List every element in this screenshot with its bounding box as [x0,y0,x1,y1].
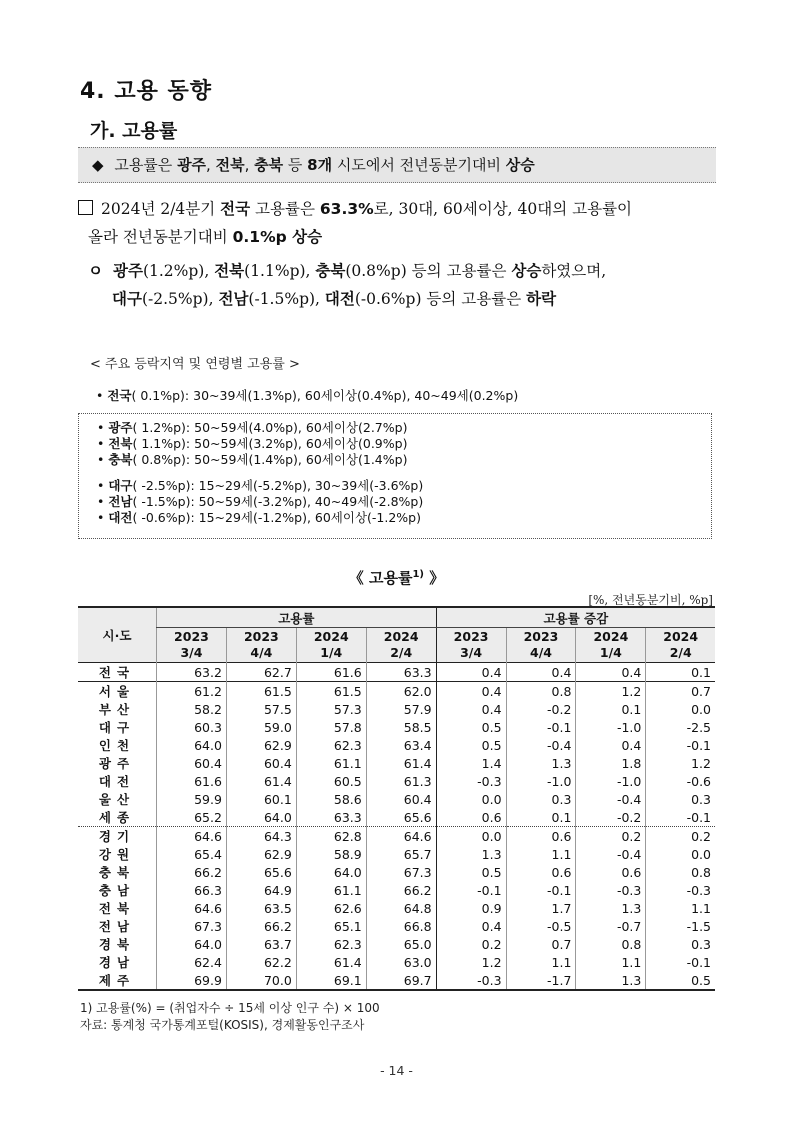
summary-text: 등 [283,156,308,174]
value-cell: -0.4 [576,845,646,863]
value-cell: -1.7 [506,971,576,990]
value-cell: 64.0 [226,808,296,827]
para-text: 로, 30대, 60세이상, 40대의 고용률이 [373,200,633,218]
detail-text: ( -0.6%p): 15~29세(-1.2%p), 60세이상(-1.2%p) [132,510,421,525]
value-cell: 1.3 [506,754,576,772]
table-row [78,790,715,808]
value-cell: 63.3 [366,663,436,682]
para-bold: 전북 [214,262,245,280]
regional-detail-box [78,413,712,539]
value-cell: 57.5 [226,700,296,718]
value-cell: 61.2 [157,682,227,701]
value-cell: 63.5 [226,899,296,917]
detail-line: • 대전( -0.6%p): 15~29세(-1.2%p), 60세이상(-1.2%p) [97,510,421,525]
value-cell: 1.1 [506,953,576,971]
value-cell: 60.4 [226,754,296,772]
value-cell: 1.3 [576,899,646,917]
value-cell: 58.9 [296,845,366,863]
value-cell: 0.2 [436,935,506,953]
region-cell: 경북 [98,937,136,952]
value-cell: 64.0 [296,863,366,881]
summary-count: 8개 [307,156,333,174]
value-cell: 63.4 [366,736,436,754]
summary-result: 상승 [505,156,535,174]
para-text: 2024년 2/4분기 [101,200,221,218]
value-cell: 0.4 [436,682,506,701]
value-cell: 69.1 [296,971,366,990]
para-bold: 전국 [220,200,251,218]
value-cell: -0.3 [576,881,646,899]
value-cell: 57.9 [366,700,436,718]
para-bold: 63.3% [319,200,374,218]
detail-title: < 주요 등락지역 및 연령별 고용률 > [90,357,300,372]
value-cell: -2.5 [646,718,715,736]
value-cell: 64.6 [157,899,227,917]
detail-region: 전북 [108,436,133,451]
value-cell: 0.7 [646,682,715,701]
para-text: 하였으며, [541,262,607,280]
value-cell: 62.9 [226,845,296,863]
table-row [78,808,715,827]
para-text: (1.2%p), [142,262,215,280]
region-cell: 대구 [98,720,136,735]
value-cell: 0.2 [576,827,646,846]
value-cell: 0.2 [646,827,715,846]
value-cell: 0.7 [506,935,576,953]
para-text: 고용률은 [250,200,320,218]
value-cell: -0.3 [646,881,715,899]
value-cell: 0.1 [646,663,715,682]
circle-bullet-icon: ㅇ [88,262,103,280]
value-cell: 62.0 [366,682,436,701]
footnote-formula: 1) 고용률(%) = (취업자수 ÷ 15세 이상 인구 수) × 100 [80,1001,380,1015]
value-cell: 0.6 [576,863,646,881]
value-cell: 0.0 [646,700,715,718]
value-cell: 60.5 [296,772,366,790]
value-cell: 0.8 [506,682,576,701]
value-cell: 60.3 [157,718,227,736]
detail-region: 대구 [108,478,133,493]
diamond-bullet-icon: ◆ [92,156,104,174]
summary-region: 충북 [254,156,284,174]
table-row [78,682,715,701]
value-cell: 61.6 [157,772,227,790]
value-cell: 62.9 [226,736,296,754]
value-cell: 0.0 [646,845,715,863]
value-cell: 65.4 [157,845,227,863]
summary-text: 시도에서 전년동분기대비 [332,156,506,174]
value-cell: -0.2 [506,700,576,718]
value-cell: 63.2 [157,663,227,682]
table-row [78,663,715,682]
value-cell: 61.3 [366,772,436,790]
value-cell: 62.7 [226,663,296,682]
table-row [78,881,715,899]
value-cell: 1.4 [436,754,506,772]
page-number: - 14 - [380,1063,413,1078]
value-cell: 57.3 [296,700,366,718]
value-cell: 0.4 [436,700,506,718]
footnote-source: 자료: 통계청 국가통계포털(KOSIS), 경제활동인구조사 [80,1018,365,1032]
value-cell: 0.3 [646,790,715,808]
para-bold: 전남 [218,290,249,308]
para-bold: 대구 [112,290,142,308]
value-cell: -0.1 [646,736,715,754]
value-cell: 0.5 [436,863,506,881]
value-cell: 1.7 [506,899,576,917]
region-cell: 경남 [98,955,136,970]
detail-region: 충북 [108,452,133,467]
value-cell: -1.5 [646,917,715,935]
value-cell: 0.6 [506,827,576,846]
value-cell: 0.1 [576,700,646,718]
value-cell: -1.0 [576,718,646,736]
para-bold: 광주 [112,262,143,280]
table-row [78,863,715,881]
region-cell: 충북 [98,865,136,880]
region-cell: 서울 [78,682,157,701]
value-cell: -0.4 [576,790,646,808]
value-cell: -0.5 [506,917,576,935]
corner-header: 시·도 [78,607,157,663]
summary-region: 광주 [177,156,207,174]
detail-region: 대전 [108,510,133,525]
value-cell: 66.3 [157,881,227,899]
region-cell: 전북 [98,901,136,916]
period-header: 2024 2/4 [366,628,436,663]
table-row [78,772,715,790]
value-cell: 62.2 [226,953,296,971]
value-cell: 67.3 [366,863,436,881]
value-cell: 0.6 [436,808,506,827]
table-title-footnote-mark: 1) [412,569,424,580]
region-cell: 충남 [98,883,136,898]
table-row [78,718,715,736]
value-cell: 61.1 [296,754,366,772]
value-cell: -0.2 [576,808,646,827]
regional-paragraph [88,257,728,313]
detail-text: ( 0.1%p): 30~39세(1.3%p), 60세이상(0.4%p), 40~49세(0.2%p) [131,388,519,403]
para-text: (0.8%p) 등의 고용률은 [345,262,512,280]
region-cell: 전국 [78,663,157,682]
region-cell: 제주 [98,973,136,988]
value-cell: 59.0 [226,718,296,736]
value-cell: 0.4 [436,917,506,935]
national-detail-line [96,388,518,404]
value-cell: 66.8 [366,917,436,935]
value-cell: 58.2 [157,700,227,718]
value-cell: 65.2 [157,808,227,827]
table-row [78,917,715,935]
table-row [78,736,715,754]
para-text: (1.1%p), [244,262,316,280]
region-cell: 세종 [98,810,136,825]
value-cell: -0.3 [436,971,506,990]
value-cell: 62.3 [296,935,366,953]
value-cell: 0.9 [436,899,506,917]
detail-line: • 충북( 0.8%p): 50~59세(1.4%p), 60세이상(1.4%p) [97,452,408,467]
section-heading: 4. 고용 동향 [80,79,212,104]
table-row [78,953,715,971]
value-cell: -0.6 [646,772,715,790]
value-cell: 61.1 [296,881,366,899]
summary-text: 고용률은 [114,156,178,174]
table-title-text: 《 고용률 [348,569,413,587]
value-cell: 62.8 [296,827,366,846]
value-cell: 64.6 [157,827,227,846]
period-header: 2023 4/4 [506,628,576,663]
detail-region: 광주 [108,420,133,435]
value-cell: 59.9 [157,790,227,808]
table-row [78,845,715,863]
detail-text: ( 1.1%p): 50~59세(3.2%p), 60세이상(0.9%p) [132,436,408,451]
period-header: 2023 3/4 [157,628,227,663]
value-cell: 0.8 [576,935,646,953]
value-cell: -0.1 [646,953,715,971]
value-cell: 65.0 [366,935,436,953]
region-cell: 부산 [98,702,136,717]
value-cell: 65.7 [366,845,436,863]
para-bold: 하락 [526,290,557,308]
national-paragraph [78,195,728,251]
para-text: (-1.5%p), [248,290,325,308]
value-cell: 64.6 [366,827,436,846]
value-cell: 60.4 [157,754,227,772]
value-cell: 66.2 [366,881,436,899]
summary-region: 전북 [215,156,245,174]
value-cell: 62.4 [157,953,227,971]
region-cell: 강원 [98,847,136,862]
period-header: 2023 3/4 [436,628,506,663]
value-cell: 61.4 [366,754,436,772]
para-text: (-2.5%p), [141,290,219,308]
value-cell: 0.0 [436,827,506,846]
period-header: 2024 1/4 [296,628,366,663]
value-cell: 1.1 [506,845,576,863]
value-cell: -0.1 [646,808,715,827]
value-cell: 62.3 [296,736,366,754]
value-cell: 65.1 [296,917,366,935]
value-cell: 63.3 [296,808,366,827]
value-cell: 57.8 [296,718,366,736]
para-bold: 대전 [324,290,355,308]
value-cell: 0.0 [436,790,506,808]
para-text: (-0.6%p) 등의 고용률은 [354,290,527,308]
region-cell: 전남 [98,919,136,934]
table-title [0,567,793,588]
value-cell: 64.3 [226,827,296,846]
period-header: 2024 1/4 [576,628,646,663]
detail-region: 전국 [107,388,132,403]
value-cell: 0.8 [646,863,715,881]
footnotes [80,1000,380,1034]
value-cell: -1.0 [576,772,646,790]
value-cell: 61.4 [226,772,296,790]
value-cell: 1.3 [576,971,646,990]
table-row [78,971,715,990]
value-cell: 65.6 [226,863,296,881]
value-cell: -0.1 [506,718,576,736]
table-title-end: 》 [424,569,445,587]
group-header-rate: 고용률 [157,607,437,628]
value-cell: -0.1 [436,881,506,899]
summary-text: , [206,156,216,174]
unit-label: [%, 전년동분기비, %p] [588,593,713,607]
detail-text: ( 1.2%p): 50~59세(4.0%p), 60세이상(2.7%p) [132,420,408,435]
region-cell: 경기 [78,827,157,846]
detail-text: ( 0.8%p): 50~59세(1.4%p), 60세이상(1.4%p) [132,452,408,467]
detail-line: • 전남( -1.5%p): 50~59세(-3.2%p), 40~49세(-2.8%p) [97,494,424,509]
period-header: 2023 4/4 [226,628,296,663]
summary-box [78,147,716,183]
table-row [78,827,715,846]
checkbox-square-icon [78,200,93,215]
value-cell: 69.9 [157,971,227,990]
value-cell: 0.5 [436,736,506,754]
value-cell: 0.4 [436,663,506,682]
value-cell: 61.5 [296,682,366,701]
value-cell: 66.2 [226,917,296,935]
value-cell: 1.3 [436,845,506,863]
value-cell: 0.6 [506,863,576,881]
period-header: 2024 2/4 [646,628,715,663]
value-cell: 0.5 [646,971,715,990]
value-cell: 1.2 [576,682,646,701]
value-cell: 1.1 [646,899,715,917]
value-cell: -1.0 [506,772,576,790]
region-cell: 인천 [98,738,136,753]
value-cell: -0.7 [576,917,646,935]
table-row [78,899,715,917]
value-cell: 0.4 [576,736,646,754]
region-cell: 대전 [98,774,136,789]
value-cell: 64.9 [226,881,296,899]
para-bold: 상승 [511,262,542,280]
value-cell: -0.3 [436,772,506,790]
value-cell: 0.1 [506,808,576,827]
subsection-heading: 가. 고용률 [90,120,178,142]
value-cell: 0.5 [436,718,506,736]
region-cell: 광주 [98,756,136,771]
value-cell: 60.4 [366,790,436,808]
value-cell: -0.1 [506,881,576,899]
value-cell: -0.4 [506,736,576,754]
value-cell: 67.3 [157,917,227,935]
detail-line: • 대구( -2.5%p): 15~29세(-5.2%p), 30~39세(-3.6%p) [97,478,424,493]
value-cell: 1.2 [436,953,506,971]
value-cell: 0.3 [506,790,576,808]
value-cell: 61.5 [226,682,296,701]
value-cell: 1.1 [576,953,646,971]
value-cell: 0.4 [506,663,576,682]
value-cell: 60.1 [226,790,296,808]
para-bold: 0.1%p 상승 [232,228,323,246]
employment-rate-table [78,606,715,991]
value-cell: 69.7 [366,971,436,990]
value-cell: 1.2 [646,754,715,772]
group-header-change: 고용률 증감 [436,607,715,628]
table-row [78,935,715,953]
value-cell: 66.2 [157,863,227,881]
para-bold: 충북 [315,262,346,280]
region-cell: 울산 [98,792,136,807]
detail-text: ( -1.5%p): 50~59세(-3.2%p), 40~49세(-2.8%p) [132,494,424,509]
value-cell: 0.4 [576,663,646,682]
summary-text: , [244,156,255,174]
value-cell: 64.0 [157,736,227,754]
table-row [78,754,715,772]
value-cell: 61.4 [296,953,366,971]
value-cell: 63.0 [366,953,436,971]
value-cell: 70.0 [226,971,296,990]
para-text: 올라 전년동분기대비 [88,228,233,246]
table-row [78,700,715,718]
value-cell: 65.6 [366,808,436,827]
value-cell: 64.0 [157,935,227,953]
dot-bullet-icon: • [96,388,104,403]
detail-line: • 광주( 1.2%p): 50~59세(4.0%p), 60세이상(2.7%p) [97,420,408,435]
value-cell: 62.6 [296,899,366,917]
value-cell: 61.6 [296,663,366,682]
detail-region: 전남 [108,494,133,509]
value-cell: 1.8 [576,754,646,772]
value-cell: 58.5 [366,718,436,736]
value-cell: 58.6 [296,790,366,808]
value-cell: 64.8 [366,899,436,917]
value-cell: 63.7 [226,935,296,953]
detail-line: • 전북( 1.1%p): 50~59세(3.2%p), 60세이상(0.9%p) [97,436,408,451]
value-cell: 0.3 [646,935,715,953]
detail-text: ( -2.5%p): 15~29세(-5.2%p), 30~39세(-3.6%p) [132,478,424,493]
